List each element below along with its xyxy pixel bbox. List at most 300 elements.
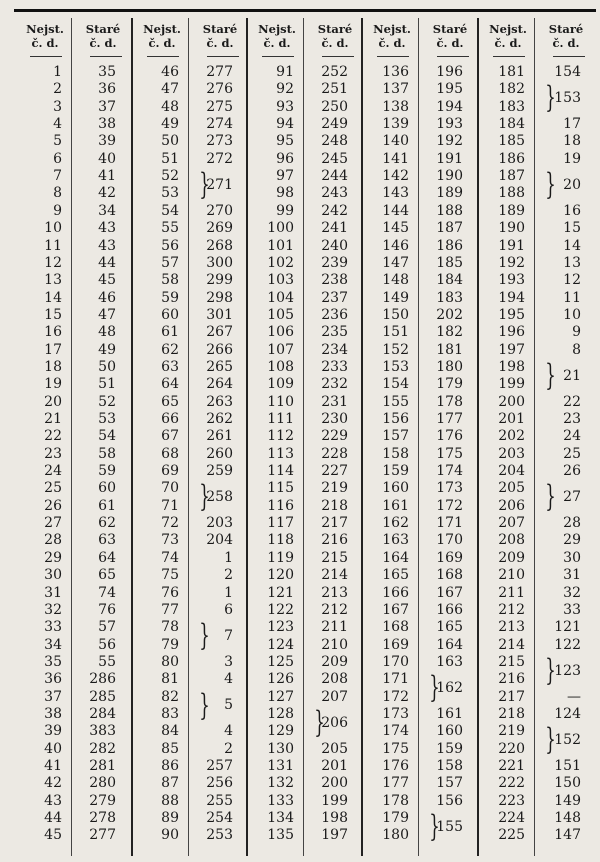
header-rule [90, 56, 122, 57]
new-number-cell: 219 [498, 723, 525, 740]
new-number-cell: 25 [44, 480, 62, 497]
new-number-cell: 49 [161, 116, 179, 133]
old-number-cell: 155 [436, 818, 463, 835]
old-number-cell: 273 [206, 133, 233, 150]
new-number-cell: 151 [382, 324, 409, 341]
old-number-cell: 173 [436, 480, 463, 497]
new-number-cell: 130 [267, 740, 294, 757]
new-number-cell: 8 [53, 185, 62, 202]
old-number-cell: 199 [321, 792, 348, 809]
old-number-cell: 193 [436, 116, 463, 133]
new-number-cell: 42 [44, 775, 62, 792]
new-number-cell: 168 [382, 619, 409, 636]
old-number-cell: 55 [98, 653, 116, 670]
old-number-cell: 286 [89, 671, 116, 688]
new-number-cell: 189 [498, 202, 525, 219]
old-number-cell: 16 [563, 202, 581, 219]
old-number-cell: 270 [206, 202, 233, 219]
old-number-cell: 284 [89, 705, 116, 722]
new-number-cell: 222 [498, 775, 525, 792]
old-number-cell: 44 [98, 254, 116, 271]
new-number-cell: 133 [267, 792, 294, 809]
new-number-cell: 95 [276, 133, 294, 150]
old-number-cell: 76 [98, 601, 116, 618]
brace-mark: } [545, 167, 556, 203]
old-number-cell: 277 [206, 64, 233, 80]
old-number-cell: 241 [321, 220, 348, 237]
new-number-cell: 108 [267, 358, 294, 375]
old-number-cell: 184 [436, 272, 463, 289]
new-number-cell: 48 [161, 98, 179, 115]
new-number-cell: 225 [498, 827, 525, 844]
old-number-cell: 37 [98, 98, 116, 115]
old-number-cell: 160 [436, 723, 463, 740]
old-number-cell: 156 [436, 792, 463, 809]
old-number-cell: 183 [436, 289, 463, 306]
new-number-cell: 3 [53, 98, 62, 115]
new-number-cell: 89 [161, 810, 179, 827]
new-number-cell: 78 [161, 619, 179, 636]
brace-mark: } [545, 80, 556, 116]
new-number-cell: 121 [267, 584, 294, 601]
new-number-cell: 171 [382, 671, 409, 688]
old-number-cell: 196 [436, 64, 463, 80]
new-number-cell: 114 [267, 463, 294, 480]
old-number-cell: 64 [98, 549, 116, 566]
old-number-cell: 170 [436, 532, 463, 549]
old-number-cell: 43 [98, 237, 116, 254]
new-number-cell: 83 [161, 705, 179, 722]
old-number-cell: 12 [563, 272, 581, 289]
old-number-cell: 192 [436, 133, 463, 150]
old-number-cell: 165 [436, 619, 463, 636]
brace-mark: } [545, 479, 556, 515]
new-number-cell: 96 [276, 150, 294, 167]
column-divider [418, 18, 419, 856]
new-number-cell: 97 [276, 168, 294, 185]
new-number-cell: 55 [161, 220, 179, 237]
old-number-cell: 262 [206, 411, 233, 427]
header-old-number: Staré č. d. [202, 22, 238, 50]
old-number-cell: 167 [436, 584, 463, 601]
new-number-cell: 164 [382, 549, 409, 566]
new-number-cell: 99 [276, 202, 294, 219]
old-number-cell: 56 [98, 636, 116, 653]
old-number-cell: 383 [89, 723, 116, 740]
new-number-cell: 211 [498, 584, 525, 601]
new-number-cell: 208 [498, 532, 525, 549]
new-number-cell: 102 [267, 254, 294, 271]
old-number-cell: 6 [224, 601, 233, 618]
new-number-cell: 202 [498, 428, 525, 445]
new-number-cell: 223 [498, 792, 525, 809]
old-number-cell: 209 [321, 653, 348, 670]
old-number-cell: 169 [436, 549, 463, 566]
new-number-cell: 74 [161, 549, 179, 566]
old-number-cell: 240 [321, 237, 348, 254]
new-number-cell: 157 [382, 428, 409, 445]
new-number-cell: 122 [267, 601, 294, 618]
old-number-cell: 163 [436, 653, 463, 670]
header-rule [262, 56, 294, 57]
old-number-cell: 175 [436, 445, 463, 462]
header-old-number: Staré č. d. [317, 22, 353, 50]
header-new-number: Nejst. č. d. [26, 22, 64, 50]
new-number-cell: 142 [382, 168, 409, 185]
new-number-cell: 85 [161, 740, 179, 757]
old-number-cell: 300 [206, 254, 233, 271]
new-number-cell: 136 [382, 64, 409, 80]
new-number-cell: 10 [44, 220, 62, 237]
old-number-cell: 33 [563, 601, 581, 618]
old-number-cell: 299 [206, 272, 233, 289]
new-number-cell: 195 [498, 306, 525, 323]
old-number-cell: 260 [206, 445, 233, 462]
new-number-cell: 199 [498, 376, 525, 393]
old-number-cell: 53 [98, 411, 116, 427]
old-number-cell: 154 [554, 64, 581, 80]
new-number-cell: 152 [382, 341, 409, 358]
old-number-cell: 256 [206, 775, 233, 792]
old-number-cell: 14 [563, 237, 581, 254]
old-number-cell: 17 [563, 116, 581, 133]
old-number-cell: 277 [89, 827, 116, 844]
new-number-cell: 80 [161, 653, 179, 670]
old-number-cell: 200 [321, 775, 348, 792]
new-number-cell: 110 [267, 393, 294, 410]
new-number-cell: 213 [498, 619, 525, 636]
brace-mark: } [545, 357, 556, 393]
old-number-cell: 21 [563, 367, 581, 384]
old-number-cell: 7 [224, 627, 233, 644]
header-rule [147, 56, 179, 57]
new-number-cell: 30 [44, 567, 62, 584]
new-number-cell: 28 [44, 532, 62, 549]
old-number-cell: 57 [98, 619, 116, 636]
old-number-cell: 52 [98, 393, 116, 410]
old-number-cell: 2 [224, 567, 233, 584]
new-number-cell: 132 [267, 775, 294, 792]
brace-mark: } [545, 722, 556, 758]
new-number-cell: 4 [53, 116, 62, 133]
old-number-cell: 185 [436, 254, 463, 271]
old-number-cell: 63 [98, 532, 116, 549]
new-number-cell: 18 [44, 358, 62, 375]
old-number-cell: 158 [436, 758, 463, 774]
new-number-cell: 120 [267, 567, 294, 584]
brace-mark: } [199, 479, 210, 515]
new-number-cell: 126 [267, 671, 294, 688]
new-number-cell: 9 [53, 202, 62, 219]
new-number-cell: 86 [161, 758, 179, 774]
new-number-cell: 66 [161, 411, 179, 427]
new-number-cell: 141 [382, 150, 409, 167]
old-number-cell: 36 [98, 81, 116, 98]
new-number-cell: 39 [44, 723, 62, 740]
new-number-cell: 51 [161, 150, 179, 167]
old-number-cell: 180 [436, 358, 463, 375]
new-number-cell: 215 [498, 653, 525, 670]
new-number-cell: 36 [44, 671, 62, 688]
old-number-cell: 168 [436, 567, 463, 584]
new-number-cell: 107 [267, 341, 294, 358]
column-rule [361, 18, 363, 856]
new-number-cell: 169 [382, 636, 409, 653]
column-divider [303, 18, 304, 856]
new-number-cell: 180 [382, 827, 409, 844]
header-rule [30, 56, 62, 57]
new-number-cell: 35 [44, 653, 62, 670]
new-number-cell: 88 [161, 792, 179, 809]
old-number-cell: 58 [98, 445, 116, 462]
old-number-cell: 242 [321, 202, 348, 219]
new-number-cell: 183 [498, 98, 525, 115]
old-number-cell: 219 [321, 480, 348, 497]
old-number-cell: 244 [321, 168, 348, 185]
old-number-cell: 245 [321, 150, 348, 167]
new-number-cell: 147 [382, 254, 409, 271]
old-number-cell: 25 [563, 445, 581, 462]
old-number-cell: 235 [321, 324, 348, 341]
new-number-cell: 127 [267, 688, 294, 705]
new-number-cell: 192 [498, 254, 525, 271]
new-number-cell: 174 [382, 723, 409, 740]
old-number-cell: 178 [436, 393, 463, 410]
old-number-cell: 35 [98, 64, 116, 80]
new-number-cell: 2 [53, 81, 62, 98]
new-number-cell: 177 [382, 775, 409, 792]
new-number-cell: 112 [267, 428, 294, 445]
old-number-cell: 176 [436, 428, 463, 445]
header-new-number: Nejst. č. d. [373, 22, 411, 50]
new-number-cell: 194 [498, 289, 525, 306]
old-number-cell: 51 [98, 376, 116, 393]
old-number-cell: 59 [98, 463, 116, 480]
brace-mark: } [199, 618, 210, 654]
old-number-cell: 279 [89, 792, 116, 809]
old-number-cell: 236 [321, 306, 348, 323]
new-number-cell: 40 [44, 740, 62, 757]
new-number-cell: 58 [161, 272, 179, 289]
new-number-cell: 90 [161, 827, 179, 844]
old-number-cell: 227 [321, 463, 348, 480]
new-number-cell: 161 [382, 497, 409, 514]
new-number-cell: 159 [382, 463, 409, 480]
new-number-cell: 12 [44, 254, 62, 271]
new-number-cell: 176 [382, 758, 409, 774]
brace-mark: } [199, 687, 210, 723]
new-number-cell: 218 [498, 705, 525, 722]
old-number-cell: 249 [321, 116, 348, 133]
old-number-cell: 229 [321, 428, 348, 445]
old-number-cell: 217 [321, 515, 348, 532]
header-rule [377, 56, 409, 57]
old-number-cell: 43 [98, 220, 116, 237]
new-number-cell: 131 [267, 758, 294, 774]
new-number-cell: 45 [44, 827, 62, 844]
old-number-cell: 202 [436, 306, 463, 323]
new-number-cell: 77 [161, 601, 179, 618]
old-number-cell: 19 [563, 150, 581, 167]
old-number-cell: 60 [98, 480, 116, 497]
old-number-cell: 62 [98, 515, 116, 532]
new-number-cell: 154 [382, 376, 409, 393]
new-number-cell: 186 [498, 150, 525, 167]
old-number-cell: 255 [206, 792, 233, 809]
new-number-cell: 23 [44, 445, 62, 462]
new-number-cell: 101 [267, 237, 294, 254]
header-new-number: Nejst. č. d. [489, 22, 527, 50]
new-number-cell: 38 [44, 705, 62, 722]
old-number-cell: 195 [436, 81, 463, 98]
new-number-cell: 191 [498, 237, 525, 254]
new-number-cell: 182 [498, 81, 525, 98]
old-number-cell: 34 [98, 202, 116, 219]
old-number-cell: 214 [321, 567, 348, 584]
new-number-cell: 5 [53, 133, 62, 150]
new-number-cell: 104 [267, 289, 294, 306]
old-number-cell: 285 [89, 688, 116, 705]
old-number-cell: 162 [436, 679, 463, 696]
new-number-cell: 14 [44, 289, 62, 306]
column-rule [246, 18, 248, 856]
top-rule [14, 9, 596, 12]
old-number-cell: 212 [321, 601, 348, 618]
new-number-cell: 13 [44, 272, 62, 289]
brace-mark: } [429, 670, 440, 706]
old-number-cell: 45 [98, 272, 116, 289]
new-number-cell: 162 [382, 515, 409, 532]
new-number-cell: 6 [53, 150, 62, 167]
old-number-cell: 218 [321, 497, 348, 514]
new-number-cell: 33 [44, 619, 62, 636]
new-number-cell: 123 [267, 619, 294, 636]
old-number-cell: 48 [98, 324, 116, 341]
old-number-cell: 15 [563, 220, 581, 237]
new-number-cell: 82 [161, 688, 179, 705]
new-number-cell: 53 [161, 185, 179, 202]
new-number-cell: 81 [161, 671, 179, 688]
old-number-cell: 265 [206, 358, 233, 375]
old-number-cell: 276 [206, 81, 233, 98]
old-number-cell: 263 [206, 393, 233, 410]
new-number-cell: 73 [161, 532, 179, 549]
new-number-cell: 184 [498, 116, 525, 133]
header-rule [437, 56, 469, 57]
new-number-cell: 203 [498, 445, 525, 462]
new-number-cell: 173 [382, 705, 409, 722]
new-number-cell: 140 [382, 133, 409, 150]
old-number-cell: 253 [206, 827, 233, 844]
old-number-cell: 228 [321, 445, 348, 462]
old-number-cell: 149 [554, 792, 581, 809]
old-number-cell: 237 [321, 289, 348, 306]
old-number-cell: 204 [206, 532, 233, 549]
old-number-cell: 190 [436, 168, 463, 185]
old-number-cell: — [567, 688, 581, 705]
new-number-cell: 197 [498, 341, 525, 358]
old-number-cell: 4 [224, 723, 233, 740]
old-number-cell: 32 [563, 584, 581, 601]
new-number-cell: 167 [382, 601, 409, 618]
new-number-cell: 24 [44, 463, 62, 480]
new-number-cell: 179 [382, 810, 409, 827]
new-number-cell: 67 [161, 428, 179, 445]
new-number-cell: 212 [498, 601, 525, 618]
old-number-cell: 161 [436, 705, 463, 722]
new-number-cell: 200 [498, 393, 525, 410]
new-number-cell: 221 [498, 758, 525, 774]
old-number-cell: 213 [321, 584, 348, 601]
old-number-cell: 10 [563, 306, 581, 323]
old-number-cell: 28 [563, 515, 581, 532]
old-number-cell: 23 [563, 411, 581, 427]
old-number-cell: 38 [98, 116, 116, 133]
new-number-cell: 144 [382, 202, 409, 219]
brace-mark: } [545, 652, 556, 688]
new-number-cell: 139 [382, 116, 409, 133]
old-number-cell: 171 [436, 515, 463, 532]
new-number-cell: 149 [382, 289, 409, 306]
old-number-cell: 191 [436, 150, 463, 167]
header-new-number: Nejst. č. d. [258, 22, 296, 50]
old-number-cell: 26 [563, 463, 581, 480]
new-number-cell: 217 [498, 688, 525, 705]
new-number-cell: 98 [276, 185, 294, 202]
old-number-cell: 177 [436, 411, 463, 427]
old-number-cell: 49 [98, 341, 116, 358]
new-number-cell: 37 [44, 688, 62, 705]
old-number-cell: 269 [206, 220, 233, 237]
old-number-cell: 9 [572, 324, 581, 341]
new-number-cell: 105 [267, 306, 294, 323]
old-number-cell: 274 [206, 116, 233, 133]
new-number-cell: 190 [498, 220, 525, 237]
new-number-cell: 46 [161, 64, 179, 80]
new-number-cell: 134 [267, 810, 294, 827]
old-number-cell: 3 [224, 653, 233, 670]
old-number-cell: 24 [563, 428, 581, 445]
new-number-cell: 210 [498, 567, 525, 584]
new-number-cell: 220 [498, 740, 525, 757]
new-number-cell: 63 [161, 358, 179, 375]
old-number-cell: 8 [572, 341, 581, 358]
old-number-cell: 254 [206, 810, 233, 827]
old-number-cell: 230 [321, 411, 348, 427]
new-number-cell: 15 [44, 306, 62, 323]
new-number-cell: 87 [161, 775, 179, 792]
old-number-cell: 233 [321, 358, 348, 375]
old-number-cell: 301 [206, 306, 233, 323]
old-number-cell: 198 [321, 810, 348, 827]
old-number-cell: 40 [98, 150, 116, 167]
new-number-cell: 170 [382, 653, 409, 670]
new-number-cell: 60 [161, 306, 179, 323]
new-number-cell: 11 [44, 237, 62, 254]
old-number-cell: 181 [436, 341, 463, 358]
new-number-cell: 135 [267, 827, 294, 844]
old-number-cell: 5 [224, 697, 233, 714]
old-number-cell: 1 [224, 584, 233, 601]
old-number-cell: 174 [436, 463, 463, 480]
new-number-cell: 113 [267, 445, 294, 462]
new-number-cell: 181 [498, 64, 525, 80]
new-number-cell: 57 [161, 254, 179, 271]
old-number-cell: 187 [436, 220, 463, 237]
old-number-cell: 157 [436, 775, 463, 792]
old-number-cell: 27 [563, 489, 581, 506]
old-number-cell: 123 [554, 662, 581, 679]
